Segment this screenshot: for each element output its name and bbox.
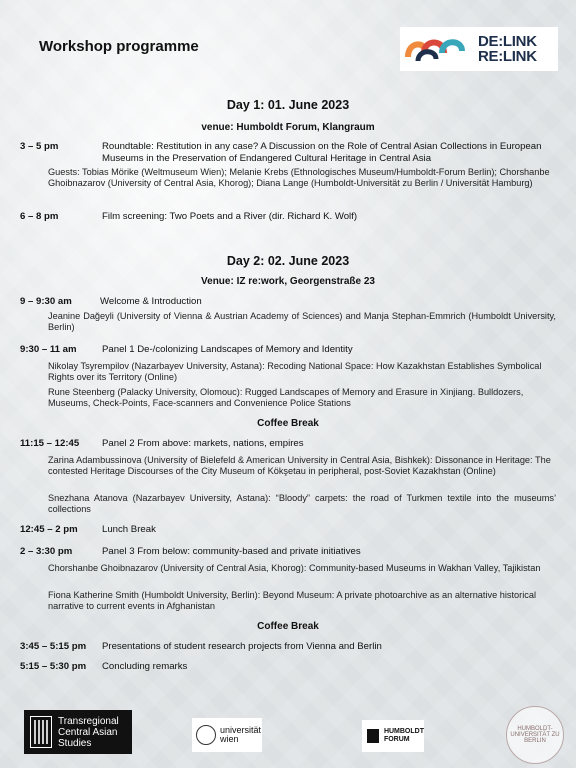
partner-logos [0,700,576,768]
logo3-line-1: HUMBOLDT [383,728,424,735]
humboldt-universitaet-seal [506,706,564,764]
logo2-line-2: wien [220,734,239,744]
transregional-central-asian-studies-logo [24,710,132,754]
item-title: Welcome & Introduction [100,296,202,307]
item-title: Presentations of student research projects from Vienna and Berlin [102,641,382,652]
logo3-line-2: FORUM [383,736,410,743]
universitaet-wien-logo [192,718,262,752]
item-speaker: Nikolay Tsyrempilov (Nazarbayev University, Astana): Recoding National Space: How Kazakhstan Establishes Symbolical Rights over its Territory (Online) [48,361,542,383]
ornament-icon [30,716,52,748]
coffee-break: Coffee Break [257,621,319,632]
item-speaker: Fiona Katherine Smith (Humboldt University, Berlin): Beyond Museum: A private photoarchive as an alternative historical narrative to current events in Afghanistan [48,590,537,612]
item-guests: Guests: Tobias Mörike (Weltmuseum Wien); Melanie Krebs (Ethnologisches Museum/Humboldt-Forum Berlin); Chorshanbe Ghoibnazarov (University of Central Asia, Khorog); Diana Lange (Humboldt-Universität zu Berlin / Universität Hamburg) [48,167,550,189]
delink-logo-mark-icon [404,31,478,67]
item-time: 12:45 – 2 pm [20,524,78,535]
item-title: Film screening: Two Poets and a River (dir. Richard K. Wolf) [102,211,358,222]
delink-relink-logo [400,27,558,71]
logo2-line-1: universität [220,725,262,735]
coffee-break: Coffee Break [257,418,319,429]
item-title: Lunch Break [102,524,156,535]
day2-heading: Day 2: 02. June 2023 [226,254,350,268]
logo-text [478,34,537,64]
day2-venue: Venue: IZ re:work, Georgenstraße 23 [201,276,375,287]
humboldt-forum-logo [362,720,424,752]
logo-line-2: RE:LINK [478,48,537,65]
day1-heading: Day 1: 01. June 2023 [226,98,350,112]
item-title: Concluding remarks [102,661,188,672]
item-time: 3 – 5 pm [20,141,59,152]
logo1-line-3: Studies [58,737,92,749]
item-speaker: Chorshanbe Ghoibnazarov (University of Central Asia, Khorog): Community-based Museums in Wakhan Valley, Tajikistan [48,563,541,573]
seal-text: HUMBOLDT-UNIVERSITÄT ZU BERLIN [510,726,560,744]
university-seal-icon [196,725,216,745]
item-title: Panel 1 De-/colonizing Landscapes of Memory and Identity [102,344,353,355]
item-time: 2 – 3:30 pm [20,546,73,557]
humboldt-forum-mark-icon [367,729,379,743]
logo1-line-2: Central Asian [58,726,118,738]
item-title: Roundtable: Restitution in any case? A Discussion on the Role of Central Asian Collections in European Museums in the Preservation of Endangered Cultural Heritage in Central Asia [102,141,542,164]
item-speaker: Snezhana Atanova (Nazarbayev University, Astana): “Bloody” carpets: the road of Turkmen textile into the museums’ collections [48,493,556,515]
logo-line-1: DE:LINK [478,33,537,50]
item-time: 11:15 – 12:45 [20,438,80,449]
item-speaker: Jeanine Dağeyli (University of Vienna & Austrian Academy of Sciences) and Manja Stephan-Emmrich (Humboldt University, Berlin) [48,311,556,333]
item-time: 9 – 9:30 am [20,296,72,307]
logo1-line-1: Transregional [58,715,119,727]
item-speaker: Zarina Adambussinova (University of Bielefeld & American University in Central Asia, Bishkek): Dissonance in Heritage: The contested Heritage Discourses of the City Museum of Kökşetau in peripheral, post-Soviet Kazakhstan (Online) [48,455,551,477]
item-title: Panel 2 From above: markets, nations, empires [102,438,304,449]
item-time: 6 – 8 pm [20,211,59,222]
item-time: 3:45 – 5:15 pm [20,641,87,652]
item-time: 5:15 – 5:30 pm [20,661,87,672]
item-time: 9:30 – 11 am [20,344,77,355]
page-title: Workshop programme [39,38,199,55]
item-speaker: Rune Steenberg (Palacky University, Olomouc): Rugged Landscapes of Memory and Erasure in Xinjiang. Bulldozers, Museums, Check-Points, Face-scanners and Convenience Police Stations [48,387,524,409]
day1-venue: venue: Humboldt Forum, Klangraum [201,122,375,133]
item-title: Panel 3 From below: community-based and private initiatives [102,546,361,557]
